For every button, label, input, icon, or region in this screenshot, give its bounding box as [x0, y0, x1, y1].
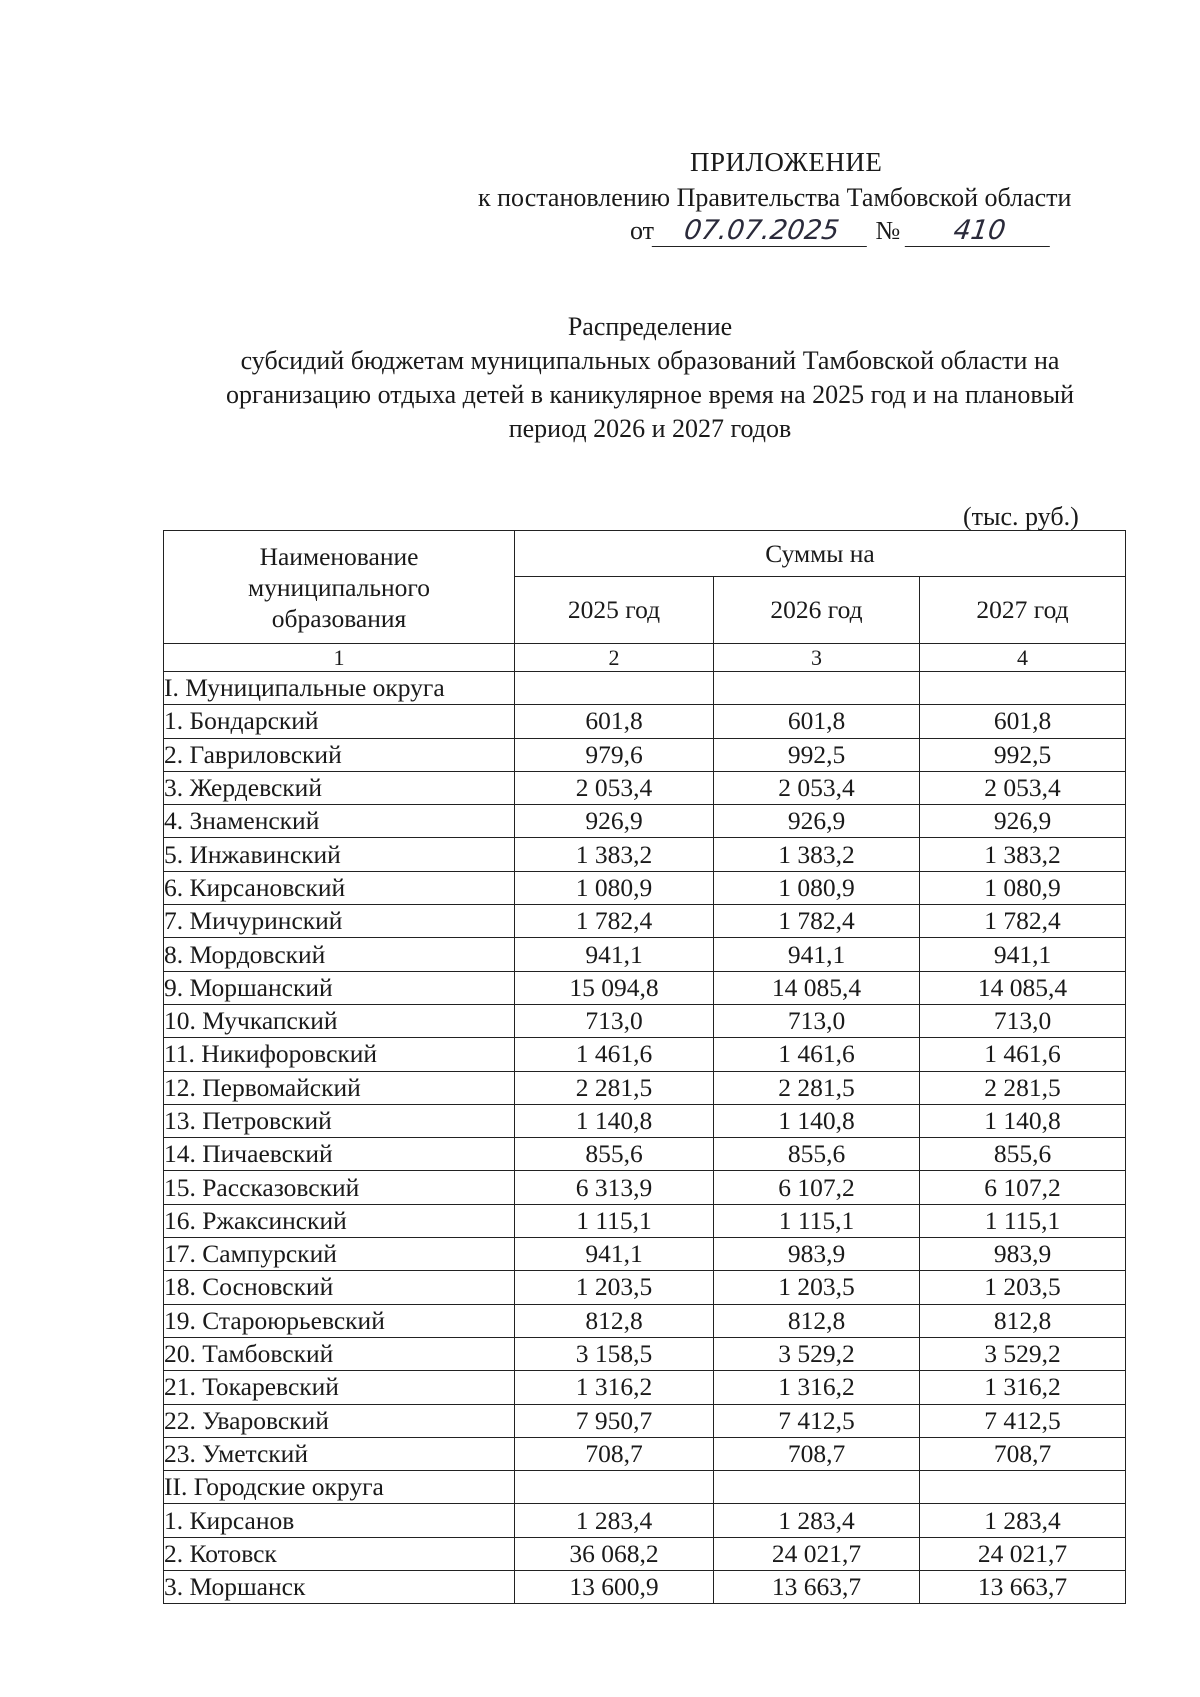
value-2025-cell — [515, 672, 714, 705]
value-2026-cell — [714, 672, 920, 705]
value-2026-cell: 1 115,1 — [714, 1204, 920, 1237]
value-2026-cell — [714, 1471, 920, 1504]
value-2027-cell: 983,9 — [920, 1238, 1126, 1271]
value-2027-cell: 7 412,5 — [920, 1404, 1126, 1437]
value-2027-cell: 1 115,1 — [920, 1204, 1126, 1237]
table-row — [164, 838, 1126, 871]
column-number: 1 — [164, 644, 515, 672]
name-cell: 23. Уметский — [164, 1437, 515, 1470]
name-cell: 20. Тамбовский — [164, 1337, 515, 1370]
table-row — [164, 1271, 1126, 1304]
value-2025-cell: 1 461,6 — [515, 1038, 714, 1071]
value-2025-cell: 1 080,9 — [515, 871, 714, 904]
number-prefix: № — [875, 216, 901, 245]
value-2026-cell: 1 283,4 — [714, 1504, 920, 1537]
value-2027-cell: 14 085,4 — [920, 971, 1126, 1004]
table-row — [164, 905, 1126, 938]
value-2025-cell: 6 313,9 — [515, 1171, 714, 1204]
header-year-2027: 2027 год — [920, 577, 1126, 644]
header-name-line-3: образования — [271, 603, 407, 633]
table-row — [164, 1371, 1126, 1404]
value-2026-cell: 6 107,2 — [714, 1171, 920, 1204]
value-2025-cell: 979,6 — [515, 738, 714, 771]
value-2025-cell: 3 158,5 — [515, 1337, 714, 1370]
value-2027-cell: 3 529,2 — [920, 1337, 1126, 1370]
value-2025-cell: 941,1 — [515, 1238, 714, 1271]
value-2026-cell: 812,8 — [714, 1304, 920, 1337]
value-2027-cell: 1 782,4 — [920, 905, 1126, 938]
table-row — [164, 1104, 1126, 1137]
value-2025-cell: 1 283,4 — [515, 1504, 714, 1537]
table-row — [164, 1571, 1126, 1604]
name-cell: 11. Никифоровский — [164, 1038, 515, 1071]
value-2025-cell: 1 383,2 — [515, 838, 714, 871]
table-row — [164, 1471, 1126, 1504]
table-row — [164, 1437, 1126, 1470]
name-cell: 17. Сампурский — [164, 1238, 515, 1271]
value-2027-cell — [920, 1471, 1126, 1504]
handwritten-date: 07.07.2025 — [652, 215, 871, 247]
name-cell: 12. Первомайский — [164, 1071, 515, 1104]
name-cell: 7. Мичуринский — [164, 905, 515, 938]
value-2027-cell: 1 203,5 — [920, 1271, 1126, 1304]
value-2025-cell — [515, 1471, 714, 1504]
value-2027-cell: 812,8 — [920, 1304, 1126, 1337]
value-2027-cell: 1 080,9 — [920, 871, 1126, 904]
document-subtitle-line-2: организацию отдыха детей в каникулярное время на 2025 год и на плановый — [225, 380, 1074, 409]
value-2027-cell: 926,9 — [920, 805, 1126, 838]
value-2026-cell: 24 021,7 — [714, 1537, 920, 1570]
value-2026-cell: 14 085,4 — [714, 971, 920, 1004]
document-title-block — [150, 310, 1150, 446]
value-2025-cell: 1 782,4 — [515, 905, 714, 938]
name-cell: 15. Рассказовский — [164, 1171, 515, 1204]
value-2025-cell: 2 053,4 — [515, 771, 714, 804]
value-2027-cell — [920, 672, 1126, 705]
value-2026-cell: 1 316,2 — [714, 1371, 920, 1404]
table-row — [164, 938, 1126, 971]
value-2025-cell: 1 140,8 — [515, 1104, 714, 1137]
value-2027-cell: 855,6 — [920, 1138, 1126, 1171]
name-cell: 9. Моршанский — [164, 971, 515, 1004]
value-2026-cell: 1 782,4 — [714, 905, 920, 938]
value-2026-cell: 992,5 — [714, 738, 920, 771]
name-cell: 10. Мучкапский — [164, 1004, 515, 1037]
table-row — [164, 705, 1126, 738]
name-cell: 19. Староюрьевский — [164, 1304, 515, 1337]
name-cell: 8. Мордовский — [164, 938, 515, 971]
value-2026-cell: 926,9 — [714, 805, 920, 838]
value-2026-cell: 941,1 — [714, 938, 920, 971]
column-number: 4 — [920, 644, 1126, 672]
value-2026-cell: 983,9 — [714, 1238, 920, 1271]
value-2027-cell: 1 140,8 — [920, 1104, 1126, 1137]
value-2026-cell: 1 383,2 — [714, 838, 920, 871]
value-2026-cell: 7 412,5 — [714, 1404, 920, 1437]
table-row — [164, 1171, 1126, 1204]
header-year-2025: 2025 год — [515, 577, 714, 644]
column-number-row — [164, 644, 1126, 672]
header-year-2026: 2026 год — [714, 577, 920, 644]
header-name-line-2: муниципального — [248, 572, 430, 602]
value-2025-cell: 941,1 — [515, 938, 714, 971]
value-2027-cell: 1 316,2 — [920, 1371, 1126, 1404]
table-row — [164, 1004, 1126, 1037]
value-2026-cell: 1 461,6 — [714, 1038, 920, 1071]
value-2027-cell: 1 383,2 — [920, 838, 1126, 871]
value-2027-cell: 713,0 — [920, 1004, 1126, 1037]
value-2025-cell: 926,9 — [515, 805, 714, 838]
value-2027-cell: 941,1 — [920, 938, 1126, 971]
name-cell: II. Городские округа — [164, 1471, 515, 1504]
value-2025-cell: 7 950,7 — [515, 1404, 714, 1437]
appendix-subtitle: к постановлению Правительства Тамбовской области — [478, 183, 1072, 212]
header-name — [164, 531, 515, 644]
value-2026-cell: 708,7 — [714, 1437, 920, 1470]
value-2025-cell: 1 115,1 — [515, 1204, 714, 1237]
name-cell: 4. Знаменский — [164, 805, 515, 838]
header-name-line-1: Наименование — [259, 541, 419, 571]
name-cell: 5. Инжавинский — [164, 838, 515, 871]
name-cell: 18. Сосновский — [164, 1271, 515, 1304]
value-2027-cell: 1 461,6 — [920, 1038, 1126, 1071]
name-cell: 21. Токаревский — [164, 1371, 515, 1404]
name-cell: 3. Моршанск — [164, 1571, 515, 1604]
value-2026-cell: 2 053,4 — [714, 771, 920, 804]
appendix-reference — [630, 215, 1052, 247]
distribution-table — [163, 530, 1126, 1604]
value-2027-cell: 2 281,5 — [920, 1071, 1126, 1104]
name-cell: 3. Жердевский — [164, 771, 515, 804]
value-2025-cell: 601,8 — [515, 705, 714, 738]
value-2027-cell: 601,8 — [920, 705, 1126, 738]
table-row — [164, 871, 1126, 904]
value-2025-cell: 36 068,2 — [515, 1537, 714, 1570]
name-cell: 1. Бондарский — [164, 705, 515, 738]
value-2026-cell: 13 663,7 — [714, 1571, 920, 1604]
name-cell: 1. Кирсанов — [164, 1504, 515, 1537]
column-number: 2 — [515, 644, 714, 672]
name-cell: 16. Ржаксинский — [164, 1204, 515, 1237]
table-row — [164, 1537, 1126, 1570]
document-subtitle-line-3: период 2026 и 2027 годов — [508, 414, 792, 443]
table-row — [164, 1071, 1126, 1104]
table-row — [164, 1504, 1126, 1537]
document-subtitle-line-1: субсидий бюджетам муниципальных образований Тамбовской области на — [240, 346, 1060, 375]
value-2027-cell: 24 021,7 — [920, 1537, 1126, 1570]
name-cell: 14. Пичаевский — [164, 1138, 515, 1171]
table-row — [164, 738, 1126, 771]
handwritten-number: 410 — [905, 215, 1054, 247]
name-cell: 2. Котовск — [164, 1537, 515, 1570]
value-2027-cell: 13 663,7 — [920, 1571, 1126, 1604]
value-2027-cell: 992,5 — [920, 738, 1126, 771]
name-cell: 13. Петровский — [164, 1104, 515, 1137]
value-2025-cell: 2 281,5 — [515, 1071, 714, 1104]
header-sums: Суммы на — [515, 531, 1126, 577]
value-2026-cell: 3 529,2 — [714, 1337, 920, 1370]
table-row — [164, 1404, 1126, 1437]
value-2025-cell: 1 203,5 — [515, 1271, 714, 1304]
name-cell: I. Муниципальные округа — [164, 672, 515, 705]
value-2025-cell: 13 600,9 — [515, 1571, 714, 1604]
value-2027-cell: 1 283,4 — [920, 1504, 1126, 1537]
document-title: Распределение — [567, 312, 733, 341]
value-2026-cell: 2 281,5 — [714, 1071, 920, 1104]
value-2027-cell: 2 053,4 — [920, 771, 1126, 804]
table-row — [164, 1138, 1126, 1171]
table-row — [164, 805, 1126, 838]
value-2027-cell: 708,7 — [920, 1437, 1126, 1470]
name-cell: 6. Кирсановский — [164, 871, 515, 904]
value-2027-cell: 6 107,2 — [920, 1171, 1126, 1204]
value-2026-cell: 855,6 — [714, 1138, 920, 1171]
name-cell: 22. Уваровский — [164, 1404, 515, 1437]
value-2025-cell: 812,8 — [515, 1304, 714, 1337]
table-row — [164, 971, 1126, 1004]
value-2025-cell: 855,6 — [515, 1138, 714, 1171]
value-2026-cell: 1 080,9 — [714, 871, 920, 904]
appendix-title: ПРИЛОЖЕНИЕ — [690, 147, 883, 177]
table-row — [164, 1337, 1126, 1370]
value-2025-cell: 15 094,8 — [515, 971, 714, 1004]
value-2026-cell: 601,8 — [714, 705, 920, 738]
name-cell: 2. Гавриловский — [164, 738, 515, 771]
table-body — [164, 672, 1126, 1604]
value-2026-cell: 713,0 — [714, 1004, 920, 1037]
value-2026-cell: 1 140,8 — [714, 1104, 920, 1137]
table-row — [164, 1038, 1126, 1071]
date-prefix: от — [630, 216, 655, 245]
table-row — [164, 771, 1126, 804]
table-row — [164, 672, 1126, 705]
value-2025-cell: 708,7 — [515, 1437, 714, 1470]
table-row — [164, 1304, 1126, 1337]
value-2025-cell: 713,0 — [515, 1004, 714, 1037]
value-2025-cell: 1 316,2 — [515, 1371, 714, 1404]
table-row — [164, 1238, 1126, 1271]
table-row — [164, 1204, 1126, 1237]
units-label: (тыс. руб.) — [963, 502, 1079, 531]
column-number: 3 — [714, 644, 920, 672]
value-2026-cell: 1 203,5 — [714, 1271, 920, 1304]
